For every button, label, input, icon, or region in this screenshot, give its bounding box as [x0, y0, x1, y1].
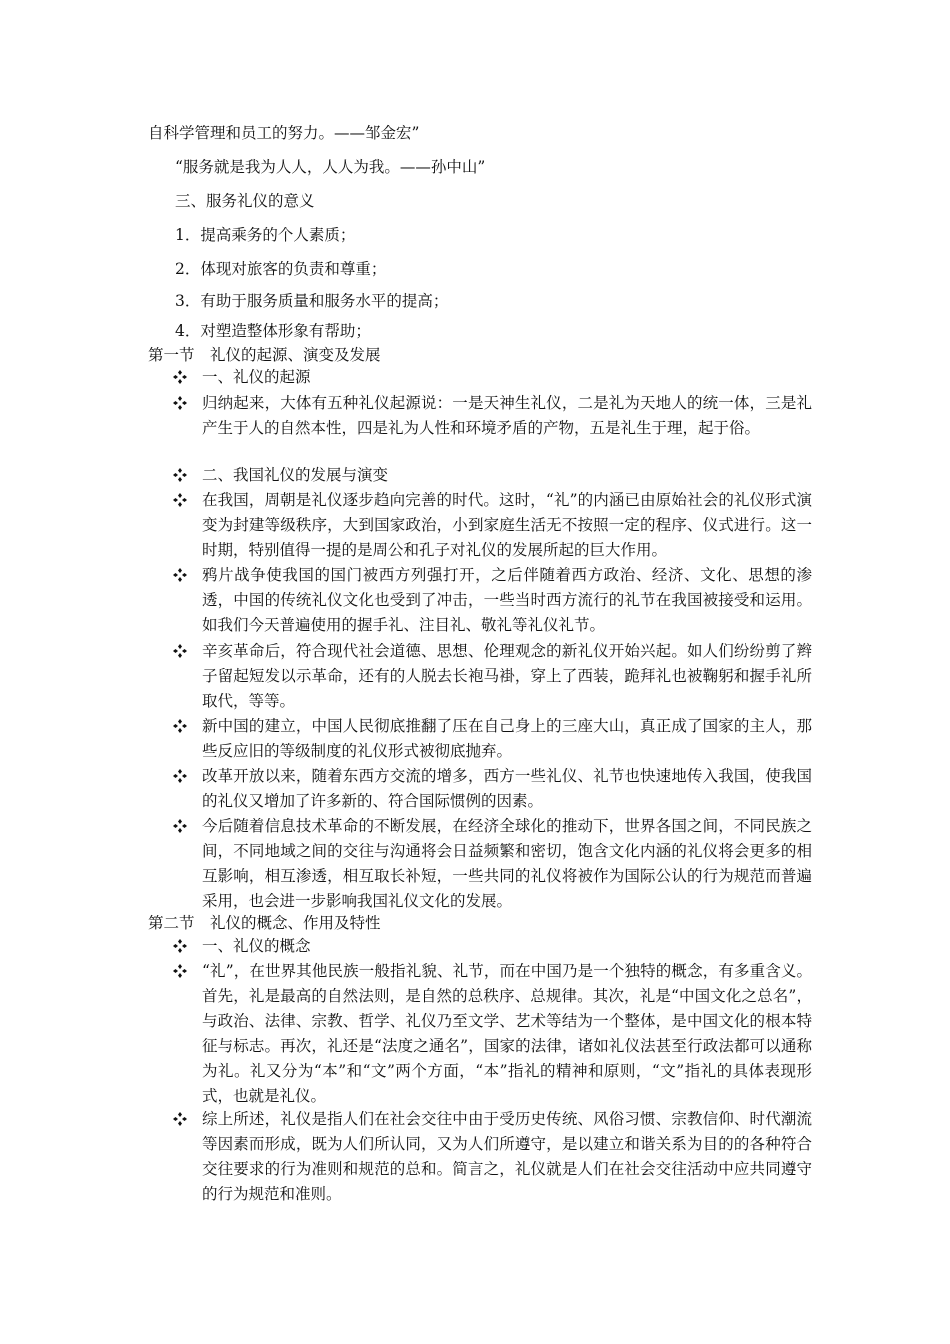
bullet-text: 一、礼仪的概念: [202, 937, 311, 955]
bullet-text: 归纳起来，大体有五种礼仪起源说：一是天神生礼仪，二是礼为天地人的统一体，三是礼产生于人的自然本性，四是礼为人性和环境矛盾的产物，五是礼生于理，起于俗。: [202, 394, 812, 437]
diamond-bullet-icon: [172, 718, 188, 734]
section-three-heading: 三、服务礼仪的意义: [175, 192, 315, 210]
diamond-bullet-icon: [172, 567, 188, 583]
diamond-bullet-icon: [172, 938, 188, 954]
diamond-bullet-icon: [172, 369, 188, 385]
list-item: 2．体现对旅客的负责和尊重；: [175, 260, 387, 278]
quote-sun-zhongshan: “服务就是我为人人，人人为我。——孙中山”: [175, 158, 486, 176]
diamond-bullet-icon: [172, 963, 188, 979]
diamond-bullet-icon: [172, 643, 188, 659]
list-item: 4．对塑造整体形象有帮助；: [175, 322, 371, 340]
diamond-bullet-icon: [172, 818, 188, 834]
bullet-text: 今后随着信息技术革命的不断发展，在经济全球化的推动下，世界各国之间，不同民族之间，不同地域之间的交往与沟通将会日益频繁和密切，饱含文化内涵的礼仪将会更多的相互影响，相互渗透，相互取长补短，一些共同的礼仪将被作为国际公认的行为规范而普遍采用，也会进一步影响我国礼仪文化的发展。: [202, 817, 812, 910]
bullet-text: 综上所述，礼仪是指人们在社会交往中由于受历史传统、风俗习惯、宗教信仰、时代潮流等因素而形成，既为人们所认同，又为人们所遵守，是以建立和谐关系为目的的各种符合交往要求的行为准则和规范的总和。简言之，礼仪就是人们在社会交往活动中应共同遵守的行为规范和准则。: [202, 1110, 812, 1203]
quote-continuation: 自科学管理和员工的努力。——邹金宏”: [148, 124, 420, 142]
list-item: 1．提高乘务的个人素质；: [175, 226, 356, 244]
diamond-bullet-icon: [172, 467, 188, 483]
bullet-text: 在我国，周朝是礼仪逐步趋向完善的时代。这时，“礼”的内涵已由原始社会的礼仪形式演变为封建等级秩序，大到国家政治，小到家庭生活无不按照一定的程序、仪式进行。这一时期，特别值得一提的是周公和孔子对礼仪的发展所起的巨大作用。: [202, 491, 812, 559]
bullet-text: 新中国的建立，中国人民彻底推翻了压在自己身上的三座大山，真正成了国家的主人，那些反应旧的等级制度的礼仪形式被彻底抛弃。: [202, 717, 812, 760]
bullet-text: “礼”，在世界其他民族一般指礼貌、礼节，而在中国乃是一个独特的概念，有多重含义。首先，礼是最高的自然法则，是自然的总秩序、总规律。其次，礼是“中国文化之总名”，与政治、法律、宗教、哲学、礼仪乃至文学、艺术等结为一个整体，是中国文化的根本特征与标志。再次，礼还是“法度之通名”，国家的法律，诸如礼仪法甚至行政法都可以通称为礼。礼又分为“本”和“文”两个方面，“本”指礼的精神和原则，“文”指礼的具体表现形式，也就是礼仪。: [202, 962, 812, 1105]
list-item: 3．有助于服务质量和服务水平的提高；: [175, 292, 449, 310]
bullet-text: 鸦片战争使我国的国门被西方列强打开，之后伴随着西方政治、经济、文化、思想的渗透，中国的传统礼仪文化也受到了冲击，一些当时西方流行的礼节在我国被接受和运用。如我们今天普遍使用的握手礼、注目礼、敬礼等礼仪礼节。: [202, 566, 812, 634]
diamond-bullet-icon: [172, 492, 188, 508]
section-two-heading: 第二节 礼仪的概念、作用及特性: [148, 914, 381, 932]
bullet-text: 二、我国礼仪的发展与演变: [202, 466, 389, 484]
bullet-text: 改革开放以来，随着东西方交流的增多，西方一些礼仪、礼节也快速地传入我国，使我国的礼仪又增加了许多新的、符合国际惯例的因素。: [202, 767, 812, 810]
bullet-text: 一、礼仪的起源: [202, 368, 311, 386]
bullet-text: 辛亥革命后，符合现代社会道德、思想、伦理观念的新礼仪开始兴起。如人们纷纷剪了辫子留起短发以示革命，还有的人脱去长袍马褂，穿上了西装，跪拜礼也被鞠躬和握手礼所取代，等等。: [202, 642, 812, 710]
diamond-bullet-icon: [172, 768, 188, 784]
diamond-bullet-icon: [172, 395, 188, 411]
diamond-bullet-icon: [172, 1111, 188, 1127]
section-one-heading: 第一节 礼仪的起源、演变及发展: [148, 346, 381, 364]
